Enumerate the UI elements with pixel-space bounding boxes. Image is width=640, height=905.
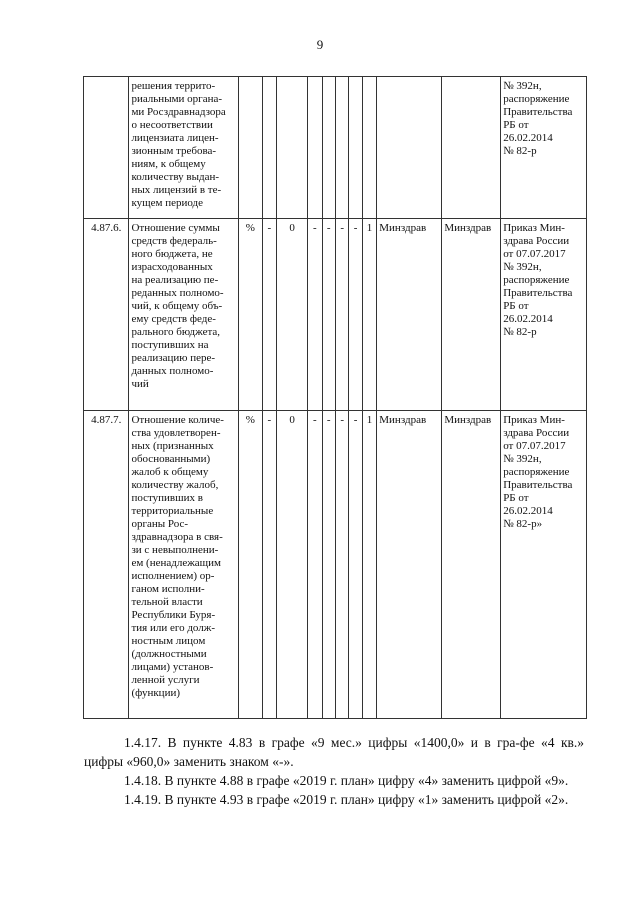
value-cell	[262, 77, 276, 219]
amendment-paragraph: 1.4.17. В пункте 4.83 в графе «9 мес.» цифры «1400,0» и в гра-фе «4 кв.» цифры «960,0» заменить знаком «-».	[84, 735, 584, 769]
table-body	[84, 77, 587, 719]
value-cell: 1	[362, 411, 376, 719]
responsible-cell: Минздрав	[377, 411, 442, 719]
responsible-cell: Минздрав	[442, 219, 501, 411]
unit-cell: %	[238, 411, 262, 719]
row-number: 4.87.7.	[84, 411, 129, 719]
value-cell: -	[322, 411, 335, 719]
value-cell: -	[322, 219, 335, 411]
indicators-table	[83, 76, 587, 719]
table-row	[84, 411, 587, 719]
value-cell	[335, 77, 348, 219]
value-cell: 1	[362, 219, 376, 411]
responsible-cell	[377, 77, 442, 219]
value-cell	[349, 77, 362, 219]
value-cell: -	[308, 411, 322, 719]
value-cell: -	[262, 411, 276, 719]
responsible-cell: Минздрав	[377, 219, 442, 411]
page-number: 9	[316, 37, 324, 52]
value-cell: -	[335, 411, 348, 719]
value-cell: -	[335, 219, 348, 411]
value-cell: -	[349, 219, 362, 411]
row-number: 4.87.6.	[84, 219, 129, 411]
basis-cell: № 392н, распоряжение Правительства РБ от 26.02.2014 № 82-р	[501, 77, 587, 219]
amendment-paragraph: 1.4.19. В пункте 4.93 в графе «2019 г. план» цифру «1» заменить цифрой «2».	[124, 792, 569, 807]
value-cell: 0	[277, 219, 308, 411]
value-cell: 0	[277, 411, 308, 719]
row-number	[84, 77, 129, 219]
table-row	[84, 77, 587, 219]
basis-cell: Приказ Мин- здрава России от 07.07.2017 № 392н, распоряжение Правительства РБ от 26.02.2014 № 82-р»	[501, 411, 587, 719]
value-cell	[362, 77, 376, 219]
indicator-name: решения террито- риальными органа- ми Росздравнадзора о несоответствии лицензиата лицен- зионным требова- ниям, к общему количеству выдан- ных лицензий в те- кущем периоде	[129, 77, 238, 219]
responsible-cell: Минздрав	[442, 411, 501, 719]
value-cell	[308, 77, 322, 219]
unit-cell: %	[238, 219, 262, 411]
value-cell	[322, 77, 335, 219]
responsible-cell	[442, 77, 501, 219]
value-cell	[277, 77, 308, 219]
indicator-name: Отношение количе- ства удовлетворен- ных (признанных обоснованными) жалоб к общему количеству жалоб, поступивших в территориальные органы Рос- здравнадзора в свя- зи с невыполнени- ем (ненадлежащим исполнением) ор- ганом исполни- тельной власти Республики Буря- тия или его долж- ностным лицом (должностными лицами) установ- ленной услуги (функции)	[129, 411, 238, 719]
amendments-text	[84, 733, 584, 809]
value-cell: -	[349, 411, 362, 719]
basis-cell: Приказ Мин- здрава России от 07.07.2017 № 392н, распоряжение Правительства РБ от 26.02.2014 № 82-р	[501, 219, 587, 411]
value-cell: -	[308, 219, 322, 411]
unit-cell	[238, 77, 262, 219]
indicator-name: Отношение суммы средств федераль- ного бюджета, не израсходованных на реализацию пе- реданных полномо- чий, к общему объ- ему средств феде- рального бюджета, поступивших на реализацию пере- данных полномо- чий	[129, 219, 238, 411]
table-row	[84, 219, 587, 411]
value-cell: -	[262, 219, 276, 411]
amendment-paragraph: 1.4.18. В пункте 4.88 в графе «2019 г. план» цифру «4» заменить цифрой «9».	[124, 773, 569, 788]
